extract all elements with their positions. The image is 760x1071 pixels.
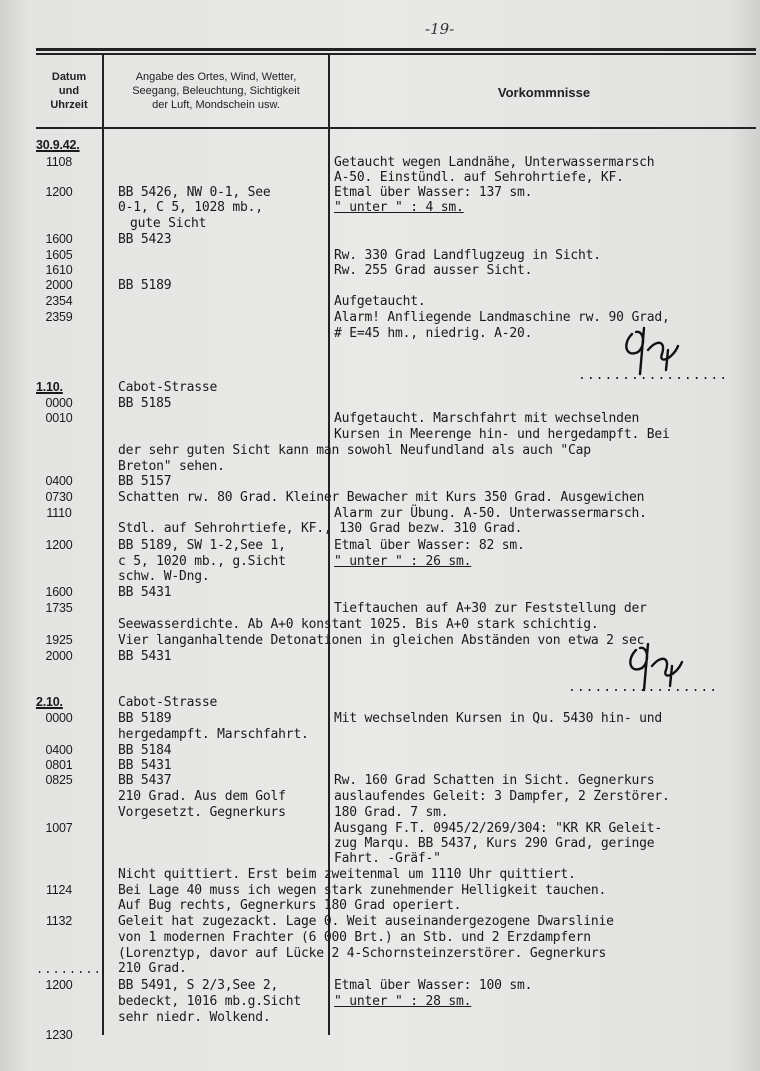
top-double-rule-2 xyxy=(36,53,756,55)
time-cell: 0400 xyxy=(45,474,73,488)
header-datum: Datum xyxy=(51,71,87,83)
location-text: BB 5426, NW 0-1, See xyxy=(118,185,271,200)
location-text: c 5, 1020 mb., g.Sicht xyxy=(118,554,286,569)
separator-dots: ................. xyxy=(578,368,729,383)
location-text: BB 5189 xyxy=(118,278,172,293)
event-text: A-50. Einstündl. auf Sehrohrtiefe, KF. xyxy=(334,170,624,185)
date-heading: 1.10. xyxy=(36,380,63,394)
time-cell: 2359 xyxy=(45,310,73,324)
time-cell: 1925 xyxy=(45,633,73,647)
event-text: Schatten rw. 80 Grad. Kleiner Bewacher mit Kurs 350 Grad. Ausgewichen xyxy=(118,490,645,505)
event-text: Etmal über Wasser: 100 sm. xyxy=(334,978,533,993)
header-location-weather xyxy=(106,70,326,112)
time-cell: 1200 xyxy=(45,185,73,199)
event-text: Tieftauchen auf A+30 zur Feststellung der xyxy=(334,601,647,616)
event-text: Alarm zur Übung. A-50. Unterwassermarsch. xyxy=(334,506,647,521)
location-text: schw. W-Dng. xyxy=(118,569,210,584)
time-cell: 0730 xyxy=(45,490,73,504)
event-text: Auf Bug rechts, Gegnerkurs 180 Grad operiert. xyxy=(118,898,462,913)
location-text: bedeckt, 1016 mb.g.Sicht xyxy=(118,994,302,1009)
time-cell: 1200 xyxy=(45,538,73,552)
date-heading: 30.9.42. xyxy=(36,138,80,152)
time-cell: 1610 xyxy=(45,263,73,277)
event-text: Seewasserdichte. Ab A+0 konstant 1025. Bis A+0 stark schichtig. xyxy=(118,617,599,632)
time-cell: 0825 xyxy=(45,773,73,787)
time-cell: 1600 xyxy=(45,232,73,246)
header-bottom-rule xyxy=(36,127,756,129)
location-text: Cabot-Strasse xyxy=(118,380,218,395)
location-text: BB 5184 xyxy=(118,743,172,758)
separator-dots: ................. xyxy=(568,680,719,695)
event-text: der sehr guten Sicht kann man sowohl Neufundland als auch "Cap xyxy=(118,443,591,458)
event-text: Nicht quittiert. Erst beim zweitenmal um 1110 Uhr quittiert. xyxy=(118,867,576,882)
time-cell: 2354 xyxy=(45,294,73,308)
time-cell: 1007 xyxy=(45,821,73,835)
header-col2-line2: Seegang, Beleuchtung, Sichtigkeit xyxy=(132,85,300,97)
time-cell: 1132 xyxy=(45,914,73,928)
location-text: BB 5431 xyxy=(118,649,172,664)
event-text: 180 Grad. 7 sm. xyxy=(334,805,449,820)
event-text: Alarm! Anfliegende Landmaschine rw. 90 Grad, xyxy=(334,310,670,325)
event-text: 210 Grad. xyxy=(118,961,187,976)
event-text: " unter " : 26 sm. xyxy=(334,554,472,569)
location-text: BB 5189, SW 1-2,See 1, xyxy=(118,538,286,553)
event-text: Breton" sehen. xyxy=(118,459,225,474)
event-text: (Lorenztyp, davor auf Lücke 2 4-Schornsteinzerstörer. Gegnerkurs xyxy=(118,946,607,961)
location-text: Vorgesetzt. Gegnerkurs xyxy=(118,805,286,820)
header-vorkommnisse: Vorkommnisse xyxy=(497,85,591,100)
column-divider-1 xyxy=(102,55,104,1035)
header-col2-line3: der Luft, Mondschein usw. xyxy=(152,99,280,111)
event-text: auslaufendes Geleit: 3 Dampfer, 2 Zerstörer. xyxy=(334,789,670,804)
time-cell: 1735 xyxy=(45,601,73,615)
location-text: BB 5157 xyxy=(118,474,172,489)
event-text: Etmal über Wasser: 82 sm. xyxy=(334,538,525,553)
time-cell: 0400 xyxy=(45,743,73,757)
date-heading: 2.10. xyxy=(36,695,63,709)
header-und: und xyxy=(58,85,80,97)
location-text: BB 5431 xyxy=(118,758,172,773)
location-text: sehr niedr. Wolkend. xyxy=(118,1010,271,1025)
event-text: Fahrt. -Gräf-" xyxy=(334,851,441,866)
location-text: gute Sicht xyxy=(130,216,207,231)
page-number: -19- xyxy=(425,20,455,38)
header-col2-line1: Angabe des Ortes, Wind, Wetter, xyxy=(135,71,297,83)
time-cell: 1600 xyxy=(45,585,73,599)
time-cell: 1200 xyxy=(45,978,73,992)
header-uhrzeit: Uhrzeit xyxy=(50,99,88,111)
location-text: Cabot-Strasse xyxy=(118,695,218,710)
time-cell: 1230 xyxy=(45,1028,73,1042)
time-cell: 0010 xyxy=(45,411,73,425)
location-text: BB 5189 xyxy=(118,711,172,726)
event-text: Mit wechselnden Kursen in Qu. 5430 hin- und xyxy=(334,711,662,726)
separator-dots: ........ xyxy=(36,962,102,976)
time-cell: 2000 xyxy=(45,649,73,663)
event-text: Stdl. auf Sehrohrtiefe, KF., 130 Grad bezw. 310 Grad. xyxy=(118,521,523,536)
event-text: Rw. 160 Grad Schatten in Sicht. Gegnerkurs xyxy=(334,773,655,788)
event-text: Rw. 255 Grad ausser Sicht. xyxy=(334,263,533,278)
location-text: BB 5491, S 2/3,See 2, xyxy=(118,978,279,993)
location-text: 210 Grad. Aus dem Golf xyxy=(118,789,286,804)
event-text: # E=45 hm., niedrig. A-20. xyxy=(334,326,533,341)
event-text: Vier langanhaltende Detonationen in gleichen Abständen von etwa 2 sec xyxy=(118,633,645,648)
time-cell: 0801 xyxy=(45,758,73,772)
time-cell: 0000 xyxy=(45,711,73,725)
location-text: BB 5423 xyxy=(118,232,172,247)
top-double-rule xyxy=(36,48,756,51)
event-text: " unter " : 4 sm. xyxy=(334,200,464,215)
event-text: Getaucht wegen Landnähe, Unterwassermarsch xyxy=(334,155,655,170)
event-text: Geleit hat zugezackt. Lage 0. Weit auseinandergezogene Dwarslinie xyxy=(118,914,614,929)
time-cell: 1108 xyxy=(45,155,73,169)
event-text: von 1 modernen Frachter (6 000 Brt.) an Stb. und 2 Erzdampfern xyxy=(118,930,591,945)
time-cell: 0000 xyxy=(45,396,73,410)
location-text: BB 5437 xyxy=(118,773,172,788)
time-cell: 2000 xyxy=(45,278,73,292)
event-text: " unter " : 28 sm. xyxy=(334,994,472,1009)
event-text: Ausgang F.T. 0945/2/269/304: "KR KR Geleit- xyxy=(334,821,662,836)
time-cell: 1605 xyxy=(45,248,73,262)
event-text: Aufgetaucht. Marschfahrt mit wechselnden xyxy=(334,411,640,426)
event-text: hergedampft. Marschfahrt. xyxy=(118,727,309,742)
event-text: Etmal über Wasser: 137 sm. xyxy=(334,185,533,200)
location-text: BB 5185 xyxy=(118,396,172,411)
event-text: zug Marqu. BB 5437, Kurs 290 Grad, geringe xyxy=(334,836,655,851)
time-cell: 1124 xyxy=(45,883,73,897)
event-text: Aufgetaucht. xyxy=(334,294,426,309)
event-text: Kursen in Meerenge hin- und hergedampft. Bei xyxy=(334,427,670,442)
event-text: Rw. 330 Grad Landflugzeug in Sicht. xyxy=(334,248,601,263)
event-text: Bei Lage 40 muss ich wegen stark zunehmender Helligkeit tauchen. xyxy=(118,883,607,898)
location-text: BB 5431 xyxy=(118,585,172,600)
time-cell: 1110 xyxy=(46,506,72,520)
header-events xyxy=(334,86,754,100)
header-date-time xyxy=(38,70,100,112)
location-text: 0-1, C 5, 1028 mb., xyxy=(118,200,263,215)
